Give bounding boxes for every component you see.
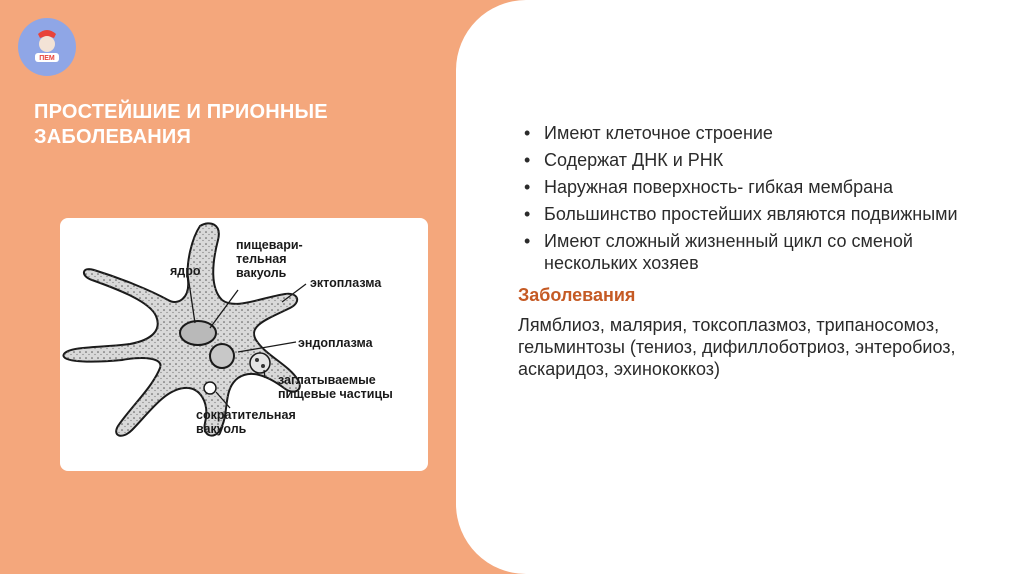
label-nucleus: ядро <box>170 264 201 278</box>
label-contractile-vacuole-1: сократительная <box>196 408 296 422</box>
diseases-text: Лямблиоз, малярия, токсоплазмоз, трипаносомоз, гельминтозы (тениоз, дифиллоботриоз, энтеробиоз, аскаридоз, эхинококкоз) <box>518 315 956 379</box>
doctor-mascot-icon <box>18 18 76 76</box>
label-food-particles-1: заглатываемые <box>278 373 376 387</box>
contractile-vacuole <box>204 382 216 394</box>
list-item: • Наружная поверхность- гибкая мембрана <box>518 176 988 198</box>
list-item: • Имеют сложный жизненный цикл со сменой нескольких хозяев <box>518 230 988 274</box>
label-contractile-vacuole-2: вакуоль <box>196 422 247 436</box>
label-digestive-vacuole-1: пищевари- <box>236 238 303 252</box>
list-item: • Имеют клеточное строение <box>518 122 988 144</box>
list-item: • Содержат ДНК и РНК <box>518 149 988 171</box>
logo <box>18 18 76 76</box>
food-particles <box>250 353 270 373</box>
label-endoplasm: эндоплазма <box>298 336 373 350</box>
label-digestive-vacuole-2: тельная <box>236 252 287 266</box>
title-line-2: ЗАБОЛЕВАНИЯ <box>34 126 192 148</box>
logo-text: ПЕМ <box>39 55 55 62</box>
nucleus <box>180 321 216 345</box>
amoeba-diagram <box>60 218 428 471</box>
label-digestive-vacuole-3: вакуоль <box>236 266 287 280</box>
digestive-vacuole <box>210 344 234 368</box>
main-content <box>518 122 988 380</box>
title-line-1: ПРОСТЕЙШИЕ И ПРИОННЫЕ <box>34 101 328 123</box>
label-food-particles-2: пищевые частицы <box>278 387 393 401</box>
diseases-heading: Заболевания <box>518 285 636 305</box>
label-ectoplasm: эктоплазма <box>310 276 382 290</box>
slide-title <box>34 100 434 150</box>
features-list <box>518 122 988 274</box>
list-item: • Большинство простейших являются подвижными <box>518 203 988 225</box>
